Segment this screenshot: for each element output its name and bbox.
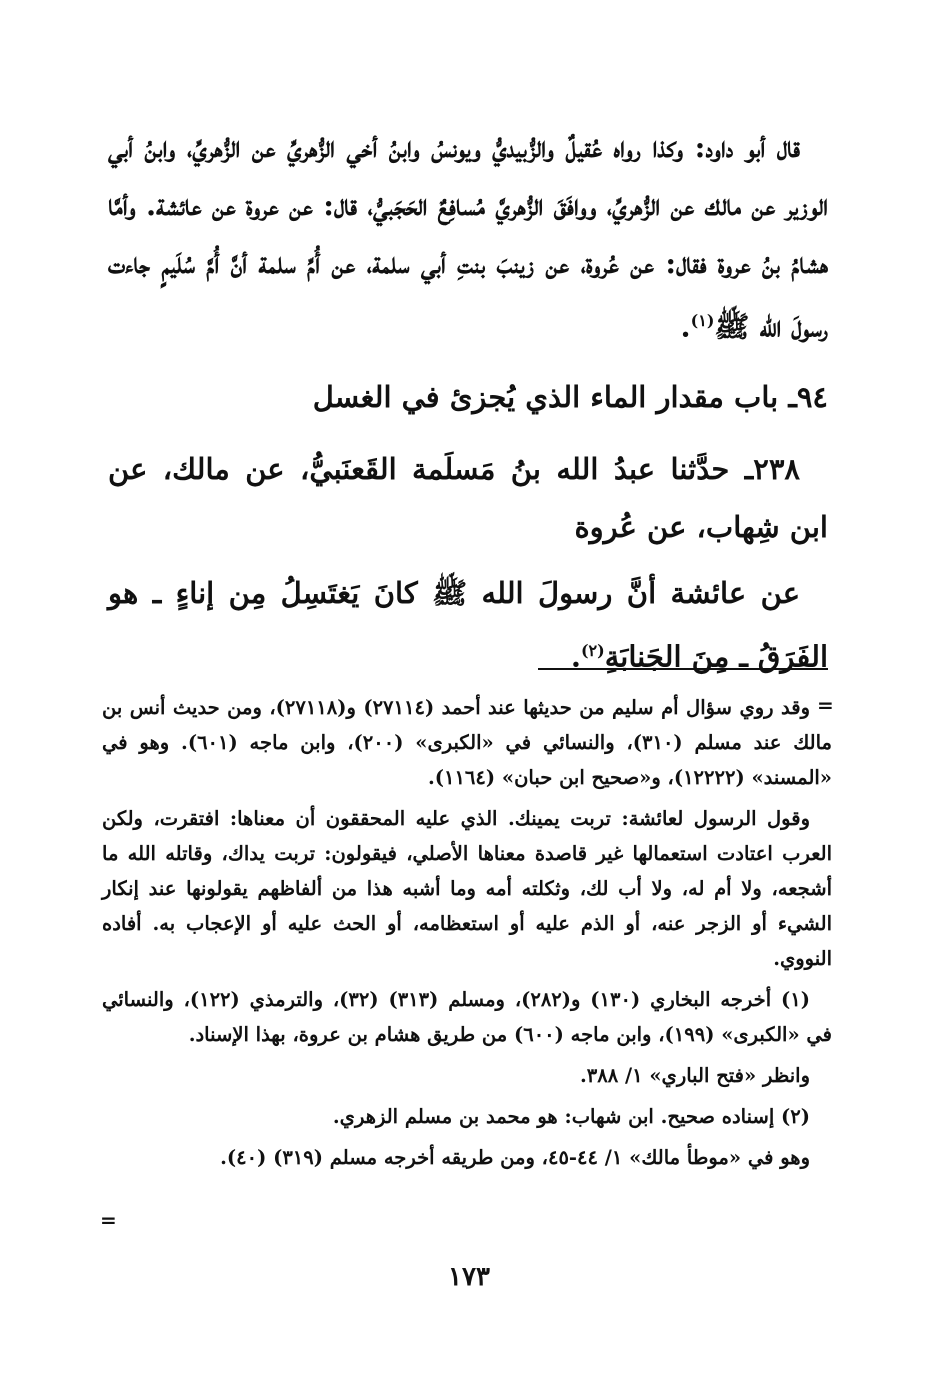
footnote-1-reference: وانظر «فتح الباري» ١/ ٣٨٨. <box>579 1064 810 1087</box>
paragraph-end-mark: . <box>680 309 691 344</box>
footnote-1: (١) أخرجه البخاري (١٣٠) و(٢٨٢)، ومسلم (٣١٣) (٣٢)، والترمذي (١٢٢)، والنسائي في «الكبرى» (١٩٩)، وابن ماجه (٦٠٠) من طريق هشام بن عروة، بهذا الإسناد. <box>102 988 832 1046</box>
footnote-2: (٢) إسناده صحيح. ابن شهاب: هو محمد بن مسلم الزهري. <box>332 1105 810 1128</box>
footnote-continued-explanation: وقول الرسول لعائشة: تربت يمينك. الذي عليه المحققون أن معناها: افتقرت، ولكن العرب اعتادت استعمالها غير قاصدة معناها الأصلي، فيقولون: تربت يداك، وقاتله الله ما أشجعه، ولا أم له، ولا أب لك، وثكلته أمه وما أشبه هذا من ألفاظهم يقولونها عند إنكار الشيء أو الزجر عنه، أو الذم عليه أو استعظامه، أو الحث عليه أو الإعجاب به. أفاده النووي. <box>102 807 832 970</box>
hadith-end-mark: . <box>570 639 581 674</box>
paragraph-abu-dawud <box>108 118 828 356</box>
page-number: ١٧٣ <box>448 1262 490 1292</box>
footnote-ref-1: (١) <box>690 311 715 330</box>
chapter-heading: ٩٤ـ باب مقدار الماء الذي يُجزئ في الغسل <box>312 379 828 414</box>
footnote-continued: وقد روي سؤال أم سليم من حديثها عند أحمد (٢٧١١٤) و(٢٧١١٨)، ومن حديث أنس بن مالك عند مسلم (٣١٠)، والنسائي في «الكبرى» (٢٠٠)، وابن ماجه (٦٠١). وهو في «المسند» (١٢٢٢٢)، و«صحيح ابن حبان» (١١٦٤). <box>102 696 832 789</box>
main-text <box>108 118 828 685</box>
footnote-ref-2: (٢) <box>580 640 605 660</box>
footnote-continuation-mark: = <box>817 693 834 717</box>
footnote-2-reference: وهو في «موطأ مالك» ١/ ٤٤-٤٥، ومن طريقه أخرجه مسلم (٣١٩) (٤٠). <box>220 1146 810 1169</box>
paragraph-abu-dawud-text: قال أبو داود: وكذا رواه عُقيلٌ والزُّبيديُّ ويونسُ وابنُ أخي الزُّهريِّ عن الزُّهريِّ، وابنُ أبي الوزير عن مالك عن الزُّهريِّ، ووافَقَ الزُّهريَّ مُسافِعٌ الحَجَبيُّ، قال: عن عروة عن عائشة. وأمَّا هشامُ بنُ عروة فقال: عن عُروة، عن زينبَ بنتِ أبي سلمة، عن أُمِّ سلمة أنَّ أُمَّ سُلَيمٍ جاءت رسولَ الله ﷺ <box>108 130 828 344</box>
footnote-continues-mark: = <box>100 1208 117 1232</box>
footnotes <box>102 690 832 1175</box>
footnote-separator <box>538 668 828 670</box>
hadith-isnad: ٢٣٨ـ حدَّثنا عبدُ الله بنُ مَسلَمة القَعنَبيُّ، عن مالك، عن ابن شِهاب، عن عُروة <box>108 451 828 544</box>
hadith-matn-text: عن عائشة أنَّ رسولَ الله ﷺ كانَ يَغتَسِلُ مِن إناءٍ ـ هو الفَرَقُ ـ مِنَ الجَنابَةِ <box>108 575 828 674</box>
